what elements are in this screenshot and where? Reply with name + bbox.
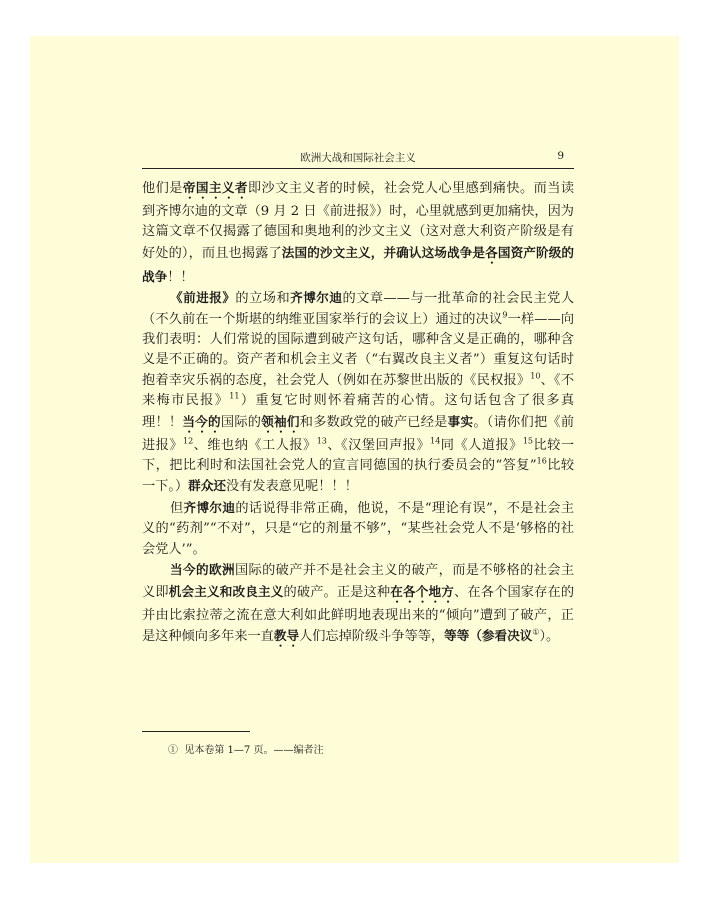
paragraph-2 <box>142 288 574 498</box>
text-run: 、《不来梅市民报》 <box>142 372 575 409</box>
text-run: 人们忘掉阶级斗争等等， <box>299 628 445 644</box>
endnote-ref: 9 <box>502 310 508 320</box>
bold-text: 机会主义和改良主义 <box>168 583 284 599</box>
endnote-ref: 10 <box>530 371 541 381</box>
bold-text: 等等（参看决议 <box>444 627 533 643</box>
endnote-ref: 16 <box>536 456 547 466</box>
text-run: 、维也纳《工人报》 <box>193 437 317 453</box>
text-run: 他们是 <box>142 181 183 196</box>
paragraph-4 <box>142 560 574 650</box>
footnote-rule <box>142 731 250 732</box>
text-run: 和多数政党的破产已经是 <box>299 414 448 430</box>
text-run: 、在各个国家存在的并由比索拉蒂之流在意大利如此鲜明地表现出来的“倾向”遭到了破产，正是这种倾向多年来一直 <box>142 584 575 644</box>
paragraph-1 <box>142 178 574 288</box>
bold-text: 事实 <box>447 413 474 429</box>
bold-emphasis: 领袖们 <box>261 413 300 429</box>
text-run: 的话说得非常正确，他说，不是“理论有误”，不是社会主义的“药剂”“不对”，只是“它的剂量不够”，“某些社会党人不是‘够格的社会党人’”。 <box>142 500 575 557</box>
bold-emphasis: 当今的 <box>182 413 221 429</box>
paragraph-3 <box>142 498 574 560</box>
bold-emphasis: 帝国主义者 <box>182 180 248 195</box>
text-run: ！！ <box>167 269 194 285</box>
bold-text: 当今的欧洲 <box>170 562 235 578</box>
footnote-ref[interactable]: ① <box>532 627 540 637</box>
text-run: 的立场和 <box>235 291 291 307</box>
body-text <box>142 178 574 650</box>
text-run: 没有发表意见呢！！！ <box>225 479 358 495</box>
text-run: 的破产。正是这种 <box>283 584 391 600</box>
footnote-mark: ① <box>168 745 178 756</box>
text-run: 同《人道报》 <box>440 437 523 453</box>
bold-emphasis: 教导 <box>273 627 300 643</box>
endnote-ref: 12 <box>183 436 194 446</box>
bold-emphasis: 在各个地方 <box>390 583 455 599</box>
endnote-ref: 13 <box>316 436 327 446</box>
text-run: 比较一下。） <box>142 458 575 495</box>
page-number: 9 <box>557 150 564 162</box>
running-header <box>142 150 574 169</box>
text-run: 。（请你们把《前进报》 <box>142 414 575 453</box>
text-run: 但 <box>170 500 184 516</box>
text-run: 国际的 <box>220 414 262 430</box>
text-run: 即沙文主义者的时候，社会党人心里感到痛快。而当读到齐博尔迪的文章（9 月 2 日《前进报》）时，心里就感到更加痛快，因为这篇文章不仅揭露了德国和奥地利的沙文主义（这对意大利资产阶级是有好处的），而且也揭露了 <box>142 181 575 261</box>
endnote-ref: 14 <box>430 436 441 446</box>
text-run: 比较一下，把比利时和法国社会党人的宣言同德国的执行委员会的“答复” <box>142 437 575 474</box>
text-run: 的文章——与一批革命的社会民主党人（不久前在一个斯堪的纳维亚国家举行的会议上）通过的决议 <box>142 291 575 327</box>
bold-text: 齐博尔迪 <box>290 290 343 306</box>
endnote-ref: 15 <box>522 436 534 446</box>
bold-text: 法国的沙文主义，并确认这场战争是 <box>281 244 486 260</box>
bold-text: 群众还 <box>188 478 226 494</box>
bold-text: 《前进报》 <box>170 290 236 306</box>
text-run: 、《汉堡回声报》 <box>326 437 431 453</box>
text-run: 国际的破产并不是社会主义的破产，而是不够格的社会主义即 <box>142 563 575 600</box>
bold-text: 国资产阶级的战争 <box>142 244 575 284</box>
text-run: ）重复它时则怀着痛苦的心情。这句话包含了很多真理！！ <box>142 393 575 430</box>
bold-emphasis: 各 <box>485 244 498 260</box>
text-run: ）。 <box>539 628 560 644</box>
footnote-text: 见本卷第 1—7 页。——编者注 <box>184 745 324 756</box>
text-run: 一样——向我们表明：人们常说的国际遭到破产这句话，哪种含义是正确的，哪种含义是不正确的。资产者和机会主义者（“右翼改良主义者”）重复这句话时抱着幸灾乐祸的态度，社会党人（例如在苏黎世出版的《民权报》 <box>142 311 575 388</box>
footnote <box>168 741 323 756</box>
endnote-ref: 11 <box>229 391 240 401</box>
running-title: 欧洲大战和国际社会主义 <box>300 152 416 164</box>
bold-text: 齐博尔迪 <box>183 499 236 515</box>
